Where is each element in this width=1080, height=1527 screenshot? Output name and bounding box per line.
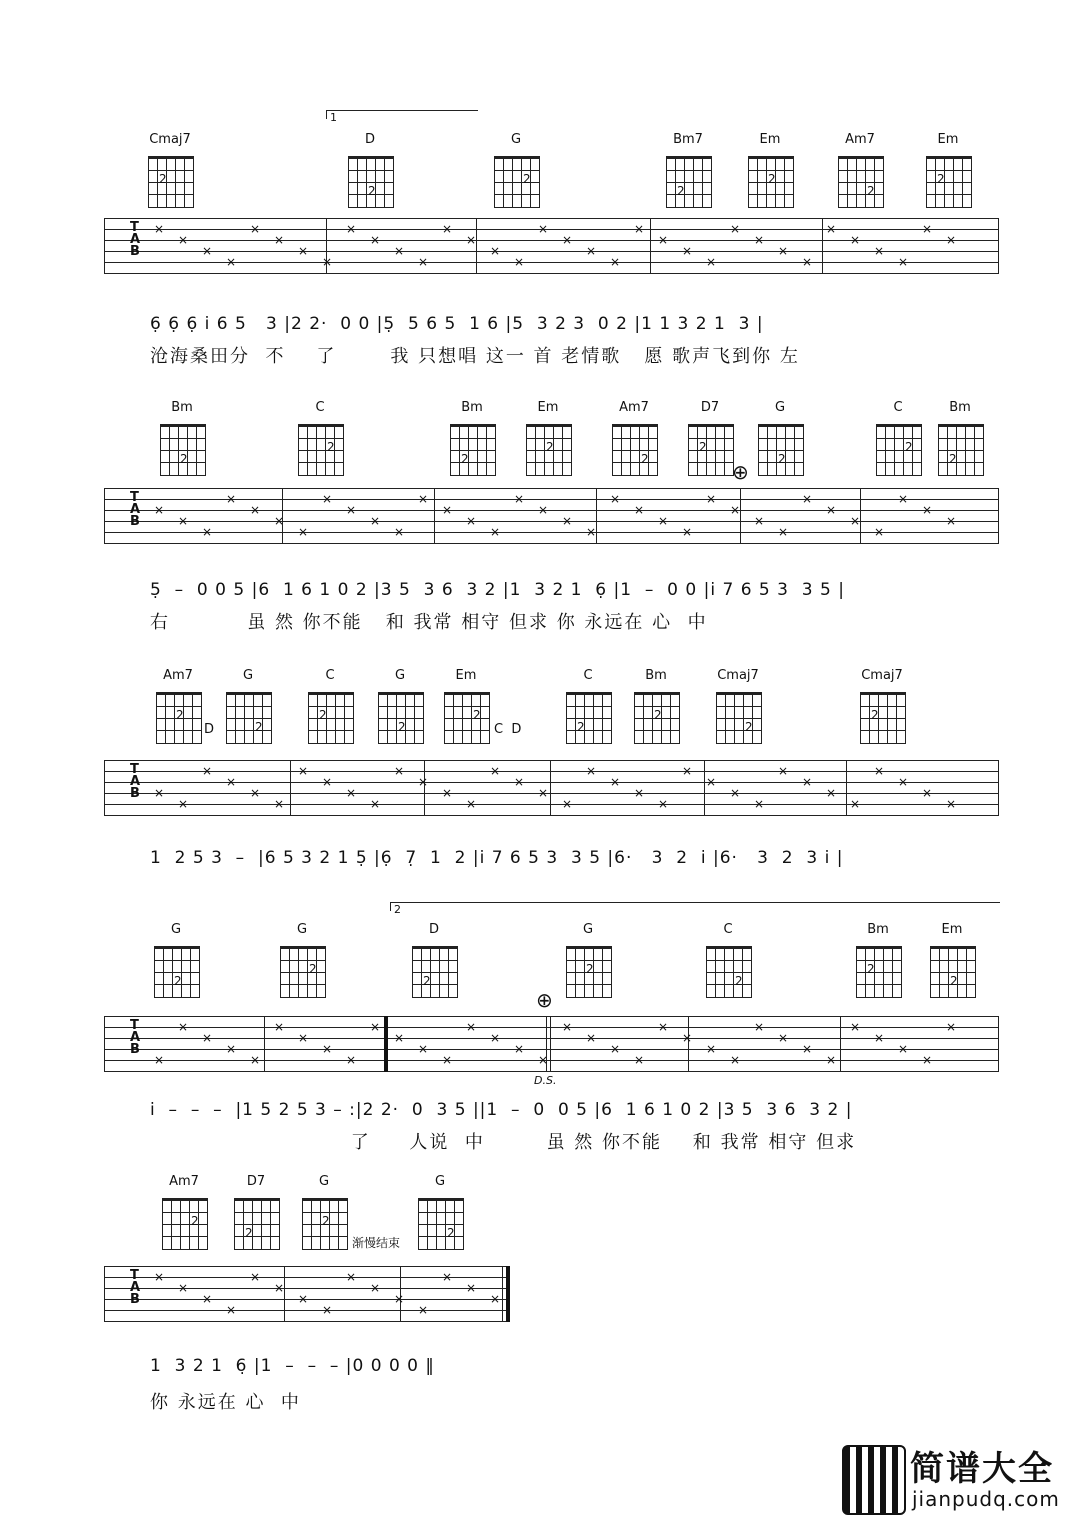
fret-mark: 2 xyxy=(255,720,263,734)
tab-note-x: × xyxy=(490,1292,501,1306)
chord-grid xyxy=(938,424,984,476)
chord-grid xyxy=(612,424,658,476)
fret-mark: 2 xyxy=(191,1214,199,1228)
tab-note-x: × xyxy=(226,255,237,269)
numbered-notation: 5̣ – 0 0 5 |6 1 6 1 0 2 |3 5 3 6 3 2 |1 3 2 1 6̣ |1 – 0 0 |i 7 6 5 3 3 5 | xyxy=(150,580,845,600)
tab-note-x: × xyxy=(562,1020,573,1034)
tab-note-x: × xyxy=(418,255,429,269)
ending-instruction: 渐慢结束 xyxy=(352,1236,401,1250)
tab-note-x: × xyxy=(370,514,381,528)
tab-note-x: × xyxy=(610,255,621,269)
tab-note-x: × xyxy=(682,244,693,258)
tab-note-x: × xyxy=(442,222,453,236)
tab-note-x: × xyxy=(586,764,597,778)
tab-note-x: × xyxy=(346,1053,357,1067)
tab-note-x: × xyxy=(826,1053,837,1067)
tab-note-x: × xyxy=(346,222,357,236)
tab-note-x: × xyxy=(250,1270,261,1284)
tab-note-x: × xyxy=(226,492,237,506)
tab-note-x: × xyxy=(298,764,309,778)
tab-note-x: × xyxy=(562,797,573,811)
tab-note-x: × xyxy=(226,1303,237,1317)
tab-note-x: × xyxy=(490,525,501,539)
tab-note-x: × xyxy=(154,786,165,800)
tab-note-x: × xyxy=(658,797,669,811)
tab-note-x: × xyxy=(538,503,549,517)
tab-note-x: × xyxy=(514,492,525,506)
tab-note-x: × xyxy=(658,233,669,247)
fret-mark: 2 xyxy=(245,1226,253,1240)
chord-grid xyxy=(348,156,394,208)
tab-note-x: × xyxy=(250,786,261,800)
tab-note-x: × xyxy=(538,1053,549,1067)
chord-grid xyxy=(526,424,572,476)
fret-mark: 2 xyxy=(586,962,594,976)
chord-grid xyxy=(666,156,712,208)
fret-mark: 2 xyxy=(319,708,327,722)
tab-note-x: × xyxy=(178,233,189,247)
tab-note-x: × xyxy=(442,503,453,517)
tab-note-x: × xyxy=(514,255,525,269)
tab-note-x: × xyxy=(466,233,477,247)
chord-grid xyxy=(298,424,344,476)
tab-note-x: × xyxy=(802,492,813,506)
tab-note-x: × xyxy=(202,764,213,778)
tab-note-x: × xyxy=(586,1031,597,1045)
chord-grid xyxy=(160,424,206,476)
tab-note-x: × xyxy=(274,1020,285,1034)
tab-staff xyxy=(104,1016,998,1072)
tab-note-x: × xyxy=(898,775,909,789)
fret-mark: 2 xyxy=(473,708,481,722)
tab-note-x: × xyxy=(754,1020,765,1034)
tab-note-x: × xyxy=(298,525,309,539)
fret-mark: 2 xyxy=(322,1214,330,1228)
tab-note-x: × xyxy=(394,1031,405,1045)
chord-grid xyxy=(688,424,734,476)
fret-mark: 2 xyxy=(176,708,184,722)
tab-note-x: × xyxy=(562,514,573,528)
tab-note-x: × xyxy=(394,1292,405,1306)
coda-icon: ⊕ xyxy=(732,460,749,484)
tab-note-x: × xyxy=(922,786,933,800)
tab-note-x: × xyxy=(730,1053,741,1067)
tab-note-x: × xyxy=(394,764,405,778)
tab-note-x: × xyxy=(874,1031,885,1045)
tab-note-x: × xyxy=(154,503,165,517)
chord-text: C D xyxy=(494,722,522,737)
chord-grid xyxy=(226,692,272,744)
tab-note-x: × xyxy=(682,1031,693,1045)
tab-note-x: × xyxy=(322,775,333,789)
tab-note-x: × xyxy=(562,233,573,247)
fret-mark: 2 xyxy=(641,452,649,466)
fret-mark: 2 xyxy=(699,440,707,454)
tab-note-x: × xyxy=(418,492,429,506)
numbered-notation: i – – – |1 5 2 5 3 – :|2 2· 0 3 5 ||1 – 0 0 5 |6 1 6 1 0 2 |3 5 3 6 3 2 | xyxy=(150,1100,853,1120)
tab-note-x: × xyxy=(898,255,909,269)
tab-note-x: × xyxy=(610,1042,621,1056)
lyrics: 了 人说 中 虽 然 你不能 和 我常 相守 但求 xyxy=(150,1132,857,1153)
tab-note-x: × xyxy=(514,1042,525,1056)
chord-grid xyxy=(930,946,976,998)
tab-note-x: × xyxy=(946,1020,957,1034)
fret-mark: 2 xyxy=(654,708,662,722)
chord-grid xyxy=(926,156,972,208)
tab-note-x: × xyxy=(346,786,357,800)
tab-note-x: × xyxy=(898,1042,909,1056)
tab-note-x: × xyxy=(178,514,189,528)
tab-note-x: × xyxy=(490,244,501,258)
chord-grid xyxy=(758,424,804,476)
tab-note-x: × xyxy=(658,514,669,528)
tab-note-x: × xyxy=(802,1042,813,1056)
tab-note-x: × xyxy=(634,222,645,236)
tab-note-x: × xyxy=(322,1042,333,1056)
tab-note-x: × xyxy=(922,1053,933,1067)
chord-grid xyxy=(412,946,458,998)
chord-grid xyxy=(566,946,612,998)
chord-grid xyxy=(716,692,762,744)
fret-mark: 2 xyxy=(309,962,317,976)
fret-mark: 2 xyxy=(867,962,875,976)
tab-note-x: × xyxy=(442,1270,453,1284)
tab-note-x: × xyxy=(874,525,885,539)
tab-note-x: × xyxy=(370,1281,381,1295)
fret-mark: 2 xyxy=(905,440,913,454)
tab-note-x: × xyxy=(202,1292,213,1306)
logo-title: 简谱大全 xyxy=(910,1449,1054,1489)
tab-note-x: × xyxy=(466,797,477,811)
tab-note-x: × xyxy=(946,233,957,247)
chord-grid xyxy=(706,946,752,998)
fret-mark: 2 xyxy=(174,974,182,988)
volta-2-bracket: 2 xyxy=(390,902,1000,911)
tab-note-x: × xyxy=(850,797,861,811)
tab-note-x: × xyxy=(634,503,645,517)
tab-note-x: × xyxy=(682,525,693,539)
tab-note-x: × xyxy=(514,775,525,789)
tab-note-x: × xyxy=(850,233,861,247)
tab-note-x: × xyxy=(178,797,189,811)
fret-mark: 2 xyxy=(677,184,685,198)
tab-clef: T A B xyxy=(130,490,141,529)
chord-grid xyxy=(280,946,326,998)
tab-note-x: × xyxy=(778,1031,789,1045)
tab-note-x: × xyxy=(730,222,741,236)
tab-note-x: × xyxy=(946,797,957,811)
tab-note-x: × xyxy=(418,775,429,789)
tab-staff xyxy=(104,218,998,274)
tab-note-x: × xyxy=(778,244,789,258)
tab-note-x: × xyxy=(730,503,741,517)
lyrics: 沧海桑田分 不 了 我 只想唱 这一 首 老情歌 愿 歌声飞到你 左 xyxy=(150,346,800,367)
fret-mark: 2 xyxy=(735,974,743,988)
tab-note-x: × xyxy=(274,1281,285,1295)
logo-url: jianpudq.com xyxy=(912,1487,1060,1511)
tab-note-x: × xyxy=(322,492,333,506)
fret-mark: 2 xyxy=(447,1226,455,1240)
chord-text: D xyxy=(204,722,215,737)
chord-grid xyxy=(494,156,540,208)
fret-mark: 2 xyxy=(768,172,776,186)
numbered-notation: 1 3 2 1 6̣ |1 – – – |0 0 0 0 ‖ xyxy=(150,1356,435,1376)
tab-note-x: × xyxy=(370,233,381,247)
numbered-notation: 6̣ 6̣ 6̣ i 6 5 3 |2 2· 0 0 |5̣ 5 6 5 1 6 |5 3 2 3 0 2 |1 1 3 2 1 3 | xyxy=(150,314,764,334)
tab-clef: T A B xyxy=(130,762,141,801)
chord-grid xyxy=(302,1198,348,1250)
tab-note-x: × xyxy=(490,1031,501,1045)
tab-note-x: × xyxy=(706,775,717,789)
tab-note-x: × xyxy=(274,233,285,247)
fret-mark: 2 xyxy=(180,452,188,466)
tab-note-x: × xyxy=(442,786,453,800)
ds-marker: D.S. xyxy=(534,1074,557,1087)
tab-staff xyxy=(104,760,998,816)
chord-grid xyxy=(876,424,922,476)
fret-mark: 2 xyxy=(950,974,958,988)
tab-staff xyxy=(104,488,998,544)
tab-note-x: × xyxy=(274,797,285,811)
chord-grid xyxy=(156,692,202,744)
chord-grid xyxy=(838,156,884,208)
fret-mark: 2 xyxy=(867,184,875,198)
fret-mark: 2 xyxy=(423,974,431,988)
chord-grid xyxy=(162,1198,208,1250)
tab-note-x: × xyxy=(706,492,717,506)
tab-note-x: × xyxy=(202,244,213,258)
tab-note-x: × xyxy=(754,797,765,811)
tab-note-x: × xyxy=(922,222,933,236)
tab-note-x: × xyxy=(370,797,381,811)
tab-note-x: × xyxy=(898,492,909,506)
tab-note-x: × xyxy=(298,1292,309,1306)
tab-note-x: × xyxy=(202,1031,213,1045)
tab-note-x: × xyxy=(826,786,837,800)
tab-note-x: × xyxy=(634,786,645,800)
fret-mark: 2 xyxy=(778,452,786,466)
tab-note-x: × xyxy=(802,775,813,789)
tab-note-x: × xyxy=(250,1053,261,1067)
fret-mark: 2 xyxy=(461,452,469,466)
chord-grid xyxy=(860,692,906,744)
tab-note-x: × xyxy=(682,764,693,778)
piano-keys-icon xyxy=(842,1445,906,1515)
fret-mark: 2 xyxy=(159,172,167,186)
tab-note-x: × xyxy=(178,1020,189,1034)
tab-note-x: × xyxy=(154,1270,165,1284)
tab-note-x: × xyxy=(754,233,765,247)
chord-grid xyxy=(418,1198,464,1250)
tab-note-x: × xyxy=(394,244,405,258)
tab-note-x: × xyxy=(538,786,549,800)
tab-note-x: × xyxy=(466,1281,477,1295)
tab-note-x: × xyxy=(706,255,717,269)
tab-note-x: × xyxy=(466,1020,477,1034)
tab-note-x: × xyxy=(586,244,597,258)
tab-note-x: × xyxy=(754,514,765,528)
tab-note-x: × xyxy=(250,503,261,517)
chord-grid xyxy=(234,1198,280,1250)
tab-note-x: × xyxy=(442,1053,453,1067)
fret-mark: 2 xyxy=(937,172,945,186)
chord-grid xyxy=(444,692,490,744)
fret-mark: 2 xyxy=(523,172,531,186)
chord-grid xyxy=(378,692,424,744)
tab-note-x: × xyxy=(658,1020,669,1034)
coda-icon: ⊕ xyxy=(536,988,553,1012)
tab-note-x: × xyxy=(778,525,789,539)
fret-mark: 2 xyxy=(327,440,335,454)
tab-note-x: × xyxy=(346,1270,357,1284)
tab-note-x: × xyxy=(250,222,261,236)
tab-note-x: × xyxy=(418,1042,429,1056)
tab-note-x: × xyxy=(274,514,285,528)
volta-1-bracket: 1 xyxy=(326,110,478,119)
tab-note-x: × xyxy=(706,1042,717,1056)
tab-note-x: × xyxy=(490,764,501,778)
fret-mark: 2 xyxy=(368,184,376,198)
tab-note-x: × xyxy=(394,525,405,539)
tab-note-x: × xyxy=(946,514,957,528)
lyrics: 右 虽 然 你不能 和 我常 相守 但求 你 永远在 心 中 xyxy=(150,612,708,633)
tab-note-x: × xyxy=(346,503,357,517)
chord-grid xyxy=(856,946,902,998)
tab-note-x: × xyxy=(322,255,333,269)
tab-note-x: × xyxy=(538,222,549,236)
chord-grid xyxy=(154,946,200,998)
tab-note-x: × xyxy=(178,1281,189,1295)
tab-note-x: × xyxy=(154,1053,165,1067)
tab-clef: T A B xyxy=(130,220,141,259)
tab-note-x: × xyxy=(850,1020,861,1034)
tab-note-x: × xyxy=(610,775,621,789)
fret-mark: 2 xyxy=(745,720,753,734)
tab-note-x: × xyxy=(418,1303,429,1317)
tab-note-x: × xyxy=(610,492,621,506)
lyrics: 你 永远在 心 中 xyxy=(150,1392,301,1413)
tab-note-x: × xyxy=(298,1031,309,1045)
tab-note-x: × xyxy=(874,764,885,778)
tab-note-x: × xyxy=(154,222,165,236)
tab-note-x: × xyxy=(826,503,837,517)
tab-note-x: × xyxy=(778,764,789,778)
chord-grid xyxy=(308,692,354,744)
fret-mark: 2 xyxy=(949,452,957,466)
chord-grid xyxy=(566,692,612,744)
tab-note-x: × xyxy=(466,514,477,528)
tab-note-x: × xyxy=(922,503,933,517)
tab-note-x: × xyxy=(202,525,213,539)
tab-staff xyxy=(104,1266,508,1322)
tab-note-x: × xyxy=(322,1303,333,1317)
tab-note-x: × xyxy=(802,255,813,269)
tab-note-x: × xyxy=(850,514,861,528)
tab-note-x: × xyxy=(874,244,885,258)
tab-note-x: × xyxy=(586,525,597,539)
tab-clef: T A B xyxy=(130,1018,141,1057)
tab-note-x: × xyxy=(634,1053,645,1067)
tab-note-x: × xyxy=(730,786,741,800)
tab-note-x: × xyxy=(826,222,837,236)
tab-note-x: × xyxy=(298,244,309,258)
tab-note-x: × xyxy=(226,1042,237,1056)
tab-clef: T A B xyxy=(130,1268,141,1307)
chord-grid xyxy=(450,424,496,476)
site-logo xyxy=(842,1439,1072,1519)
tab-note-x: × xyxy=(226,775,237,789)
chord-grid xyxy=(748,156,794,208)
tab-note-x: × xyxy=(370,1020,381,1034)
fret-mark: 2 xyxy=(546,440,554,454)
fret-mark: 2 xyxy=(398,720,406,734)
fret-mark: 2 xyxy=(577,720,585,734)
chord-grid xyxy=(148,156,194,208)
numbered-notation: 1 2 5 3 – |6 5 3 2 1 5̣ |6̣ 7̣ 1 2 |i 7 6 5 3 3 5 |6· 3 2 i |6· 3 2 3 i | xyxy=(150,848,844,868)
fret-mark: 2 xyxy=(871,708,879,722)
chord-grid xyxy=(634,692,680,744)
